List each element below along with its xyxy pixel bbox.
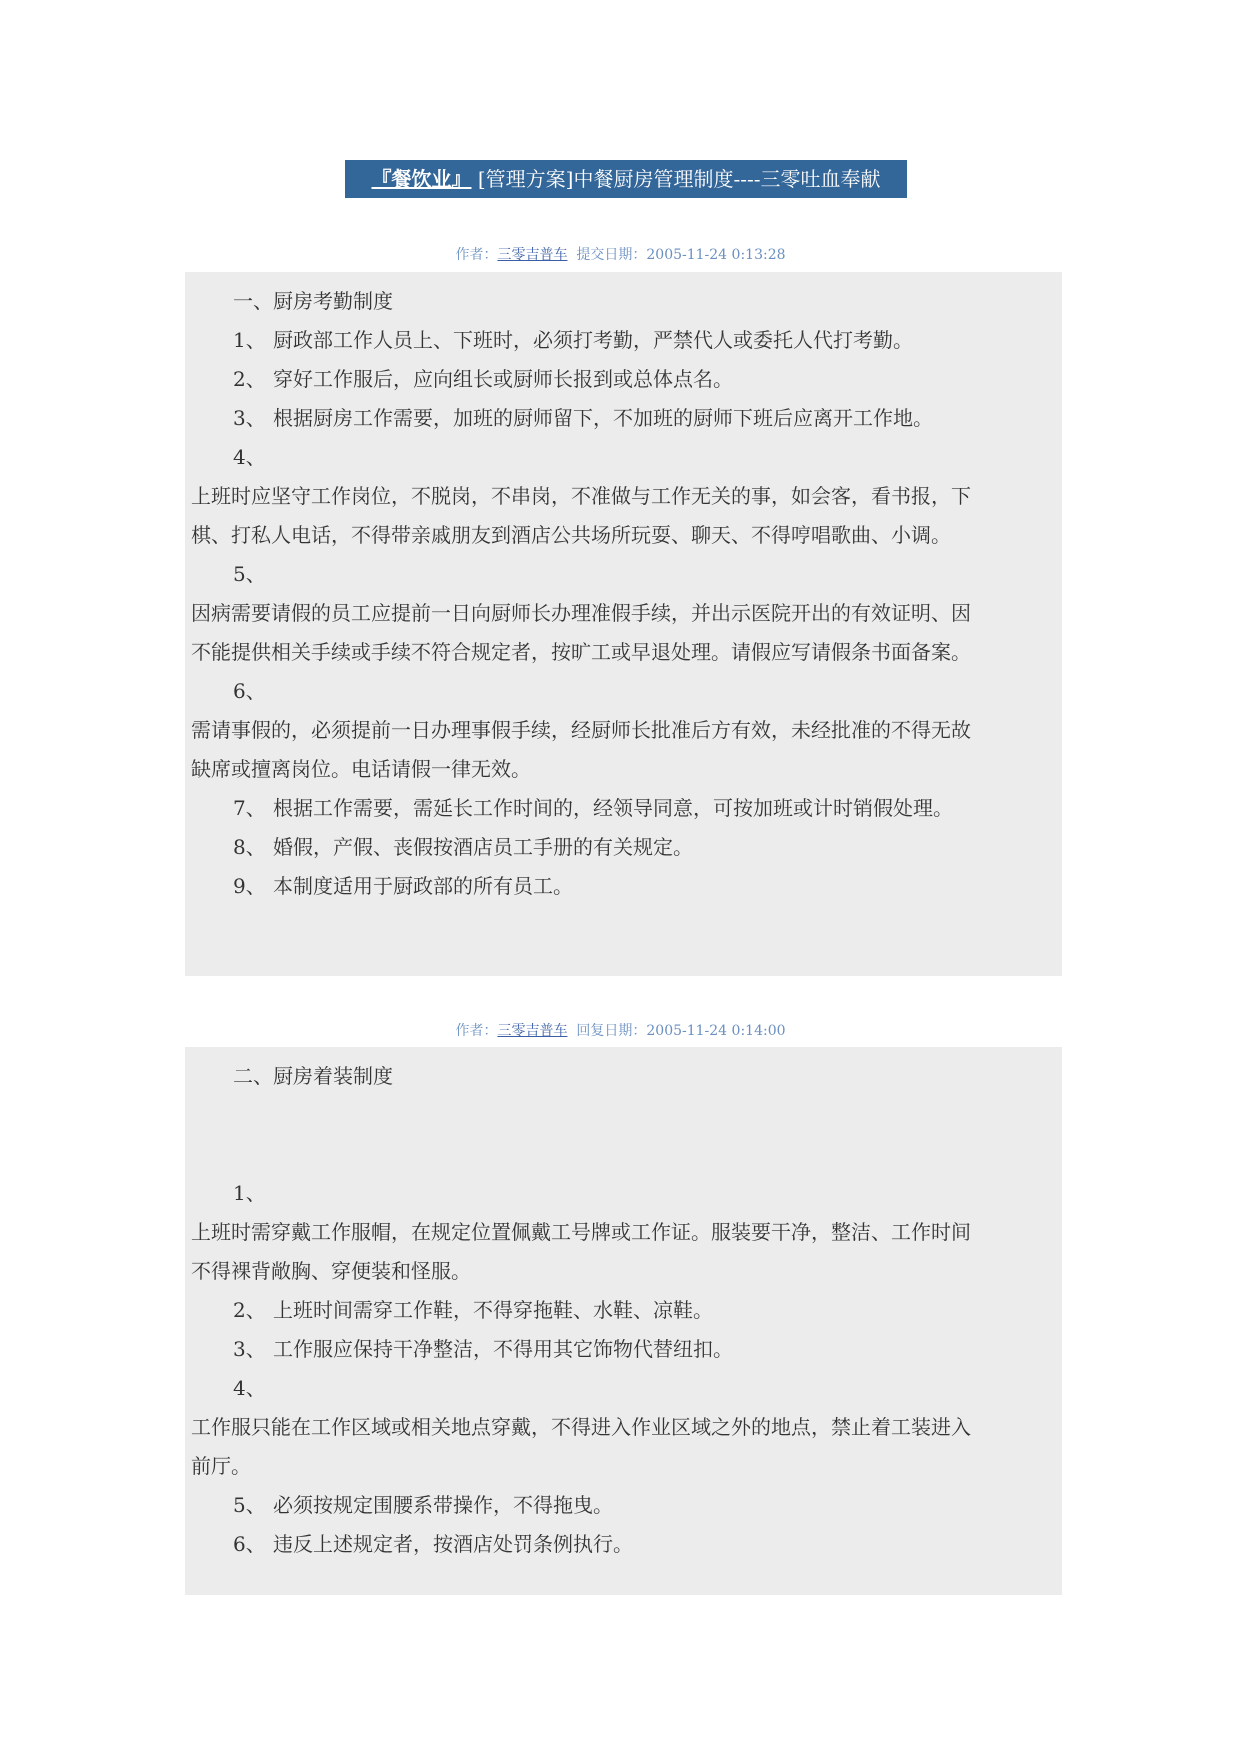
post-meta bbox=[0, 244, 1241, 264]
list-item: 3、 工作服应保持干净整洁，不得用其它饰物代替纽扣。 bbox=[233, 1337, 733, 1361]
list-item-text: 需请事假的，必须提前一日办理事假手续，经厨师长批准后方有效，未经批准的不得无故 bbox=[191, 718, 971, 742]
list-item-text: 上班时需穿戴工作服帽，在规定位置佩戴工号牌或工作证。服装要干净，整洁、工作时间 bbox=[191, 1220, 971, 1244]
list-item: 2、 穿好工作服后，应向组长或厨师长报到或总体点名。 bbox=[233, 367, 733, 391]
post-date: 提交日期：2005-11-24 0:13:28 bbox=[576, 247, 786, 263]
section-title: 一、厨房考勤制度 bbox=[233, 289, 393, 313]
list-item: 1、 厨政部工作人员上、下班时，必须打考勤，严禁代人或委托人代打考勤。 bbox=[233, 328, 913, 352]
list-item-number: 6、 bbox=[233, 679, 266, 703]
post-body bbox=[185, 1047, 1062, 1595]
author-label: 作者： bbox=[455, 247, 498, 263]
list-item: 7、 根据工作需要，需延长工作时间的，经领导同意，可按加班或计时销假处理。 bbox=[233, 796, 953, 820]
post-body bbox=[185, 272, 1062, 976]
post-meta bbox=[0, 1020, 1241, 1040]
title-text: [管理方案]中餐厨房管理制度----三零吐血奉献 bbox=[471, 167, 881, 191]
author-link[interactable]: 三零吉普车 bbox=[497, 247, 568, 263]
section-title: 二、厨房着装制度 bbox=[233, 1064, 393, 1088]
list-item-number: 1、 bbox=[233, 1181, 266, 1205]
list-item-text: 因病需要请假的员工应提前一日向厨师长办理准假手续，并出示医院开出的有效证明、因 bbox=[191, 601, 971, 625]
list-item-text: 工作服只能在工作区域或相关地点穿戴，不得进入作业区域之外的地点，禁止着工装进入 bbox=[191, 1415, 971, 1439]
list-item-text: 缺席或擅离岗位。电话请假一律无效。 bbox=[191, 757, 531, 781]
author-link[interactable]: 三零吉普车 bbox=[497, 1023, 568, 1039]
list-item-text: 不得裸背敞胸、穿便装和怪服。 bbox=[191, 1259, 471, 1283]
list-item-number: 5、 bbox=[233, 562, 266, 586]
list-item: 9、 本制度适用于厨政部的所有员工。 bbox=[233, 874, 573, 898]
list-item-text: 前厅。 bbox=[191, 1454, 251, 1478]
list-item-number: 4、 bbox=[233, 1376, 266, 1400]
blank-space bbox=[191, 1096, 1048, 1174]
list-item-number: 4、 bbox=[233, 445, 266, 469]
page-title bbox=[345, 160, 907, 198]
list-item-text: 棋、打私人电话，不得带亲戚朋友到酒店公共场所玩耍、聊天、不得哼唱歌曲、小调。 bbox=[191, 523, 951, 547]
reply-date: 回复日期：2005-11-24 0:14:00 bbox=[576, 1023, 786, 1039]
list-item: 5、 必须按规定围腰系带操作，不得拖曳。 bbox=[233, 1493, 613, 1517]
list-item: 8、 婚假，产假、丧假按酒店员工手册的有关规定。 bbox=[233, 835, 693, 859]
category-link[interactable]: 『餐饮业』 bbox=[371, 167, 472, 191]
list-item: 3、 根据厨房工作需要，加班的厨师留下，不加班的厨师下班后应离开工作地。 bbox=[233, 406, 933, 430]
author-label: 作者： bbox=[455, 1023, 498, 1039]
list-item-text: 上班时应坚守工作岗位，不脱岗，不串岗，不准做与工作无关的事，如会客，看书报，下 bbox=[191, 484, 971, 508]
list-item: 2、 上班时间需穿工作鞋，不得穿拖鞋、水鞋、凉鞋。 bbox=[233, 1298, 713, 1322]
list-item: 6、 违反上述规定者，按酒店处罚条例执行。 bbox=[233, 1532, 633, 1556]
list-item-text: 不能提供相关手续或手续不符合规定者，按旷工或早退处理。请假应写请假条书面备案。 bbox=[191, 640, 971, 664]
